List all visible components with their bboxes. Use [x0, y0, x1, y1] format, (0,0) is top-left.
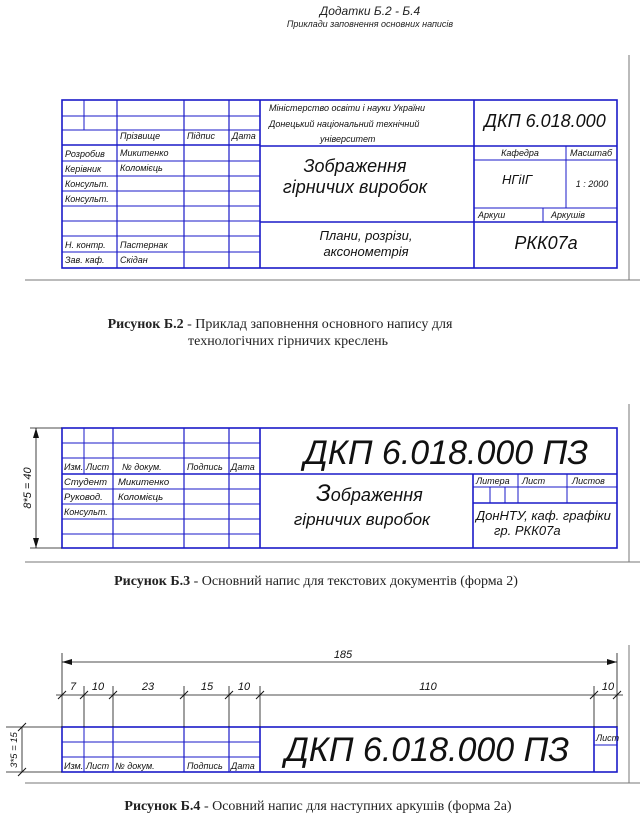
b2-doc-line-1: Плани, розрізи,	[319, 228, 413, 243]
b2-col-surname: Прізвище	[120, 131, 161, 141]
arrow-down-icon	[33, 538, 39, 548]
b2-ministry: Міністерство освіти і науки України	[269, 103, 425, 113]
b2-col-sign: Підпис	[187, 131, 215, 141]
b4-dim-185: 185	[333, 649, 353, 661]
b3-document-code: ДКП 6.018.000 ПЗ	[303, 434, 589, 472]
b2-name-supervisor: Коломієць	[120, 163, 163, 173]
b4-head-doc: № докум.	[115, 761, 155, 771]
b2-scale-label: Масштаб	[569, 148, 613, 158]
b2-document-code: ДКП 6.018.000	[484, 111, 606, 131]
b3-role-student: Студент	[64, 477, 107, 488]
b4-dim-10a: 10	[91, 681, 105, 693]
b2-role-supervisor: Керівник	[65, 164, 102, 174]
b2-role-consult-2: Консульт.	[65, 194, 109, 204]
b4-dim-7: 7	[69, 681, 77, 693]
b3-dim-left: 8*5 = 40	[22, 467, 34, 509]
caption-b2-line-2: технологічних гірничих креслень	[188, 334, 388, 349]
b2-dept-value: НГіІГ	[501, 172, 533, 187]
b4-head-list: Лист	[86, 761, 110, 771]
b3-title-initial: З	[316, 480, 331, 507]
b2-col-date: Дата	[232, 131, 256, 141]
b3-org-line-1: ДонНТУ, каф. графіки	[476, 508, 611, 523]
b3-name-head: Коломієць	[118, 492, 164, 503]
title-block-b2	[25, 55, 640, 280]
b3-listov: Листов	[572, 476, 605, 486]
arrow-left-icon	[62, 659, 72, 665]
appendix-title: Додатки Б.2 - Б.4	[319, 4, 421, 18]
arrow-right-icon	[607, 659, 617, 665]
caption-b4	[124, 799, 512, 814]
arrow-up-icon	[33, 428, 39, 438]
b3-title-line-1	[316, 480, 423, 507]
b2-title-line-2: гірничих виробок	[282, 177, 428, 197]
b2-university-2: університет	[320, 134, 376, 144]
b4-list: Лист	[596, 733, 620, 743]
b2-role-ncontrol: Н. контр.	[65, 240, 106, 250]
caption-b2-label: Рисунок Б.2	[107, 317, 184, 332]
b4-dim-10c: 10	[601, 681, 615, 693]
b2-title-line-1: Зображення	[303, 156, 407, 176]
title-block-b3	[22, 404, 640, 562]
b3-role-head: Руковод.	[64, 492, 103, 503]
b4-head-date: Дата	[231, 761, 255, 771]
b2-scale-value: 1 : 2000	[575, 179, 609, 189]
b3-name-student: Микитенко	[118, 477, 170, 488]
caption-b4-text: - Осовний напис для наступних аркушів (форма 2а)	[200, 799, 512, 814]
caption-b3-text: - Основний напис для текстових документів (форма 2)	[190, 574, 518, 589]
b2-name-ncontrol: Пастернак	[120, 240, 168, 250]
b3-list: Лист	[522, 476, 546, 486]
b3-role-consult: Консульт.	[64, 507, 108, 517]
b4-dim-23: 23	[141, 681, 155, 693]
b2-role-developed: Розробив	[65, 149, 105, 159]
b2-dept-label: Кафедра	[501, 148, 539, 158]
b3-head-sign: Подпись	[187, 462, 223, 472]
caption-b2-text: - Приклад заповнення основного напису для	[183, 317, 453, 332]
b2-group-code: РКК07а	[514, 233, 578, 253]
b2-role-consult-1: Консульт.	[65, 179, 109, 189]
b2-university: Донецький національний технічний	[269, 119, 420, 129]
b4-dim-110: 110	[419, 681, 437, 693]
b3-head-doc: № докум.	[122, 462, 162, 472]
title-block-b4	[6, 645, 640, 783]
b2-name-head: Скідан	[120, 255, 148, 265]
appendix-subtitle: Приклади заповнення основних написів	[286, 19, 454, 29]
b3-org-line-2: гр. РКК07а	[494, 523, 561, 538]
b2-name-developed: Микитенко	[120, 148, 169, 158]
b2-role-head: Зав. каф.	[65, 255, 105, 265]
b4-document-code: ДКП 6.018.000 ПЗ	[284, 731, 570, 769]
b3-litera: Литера	[476, 476, 510, 486]
b3-title-line-2: гірничих виробок	[293, 510, 431, 529]
b4-dim-left: 3*5 = 15	[9, 732, 20, 768]
caption-b3	[114, 574, 518, 589]
b3-head-list: Лист	[86, 462, 110, 472]
b2-sheets-label: Аркушів	[551, 210, 585, 220]
b4-dim-15: 15	[200, 681, 214, 693]
caption-b4-label: Рисунок Б.4	[124, 799, 201, 814]
b4-head-izm: Изм.	[64, 761, 84, 771]
caption-b3-label: Рисунок Б.3	[114, 574, 191, 589]
b3-head-date: Дата	[231, 462, 255, 472]
caption-b2-line-1	[108, 317, 453, 332]
b2-doc-line-2: аксонометрія	[323, 244, 409, 259]
b3-title-rest: ображення	[330, 485, 423, 505]
b4-head-sign: Подпись	[187, 761, 223, 771]
b4-dim-10b: 10	[237, 681, 251, 693]
b2-sheet-label: Аркуш	[478, 210, 506, 220]
b3-head-izm: Изм.	[64, 462, 84, 472]
